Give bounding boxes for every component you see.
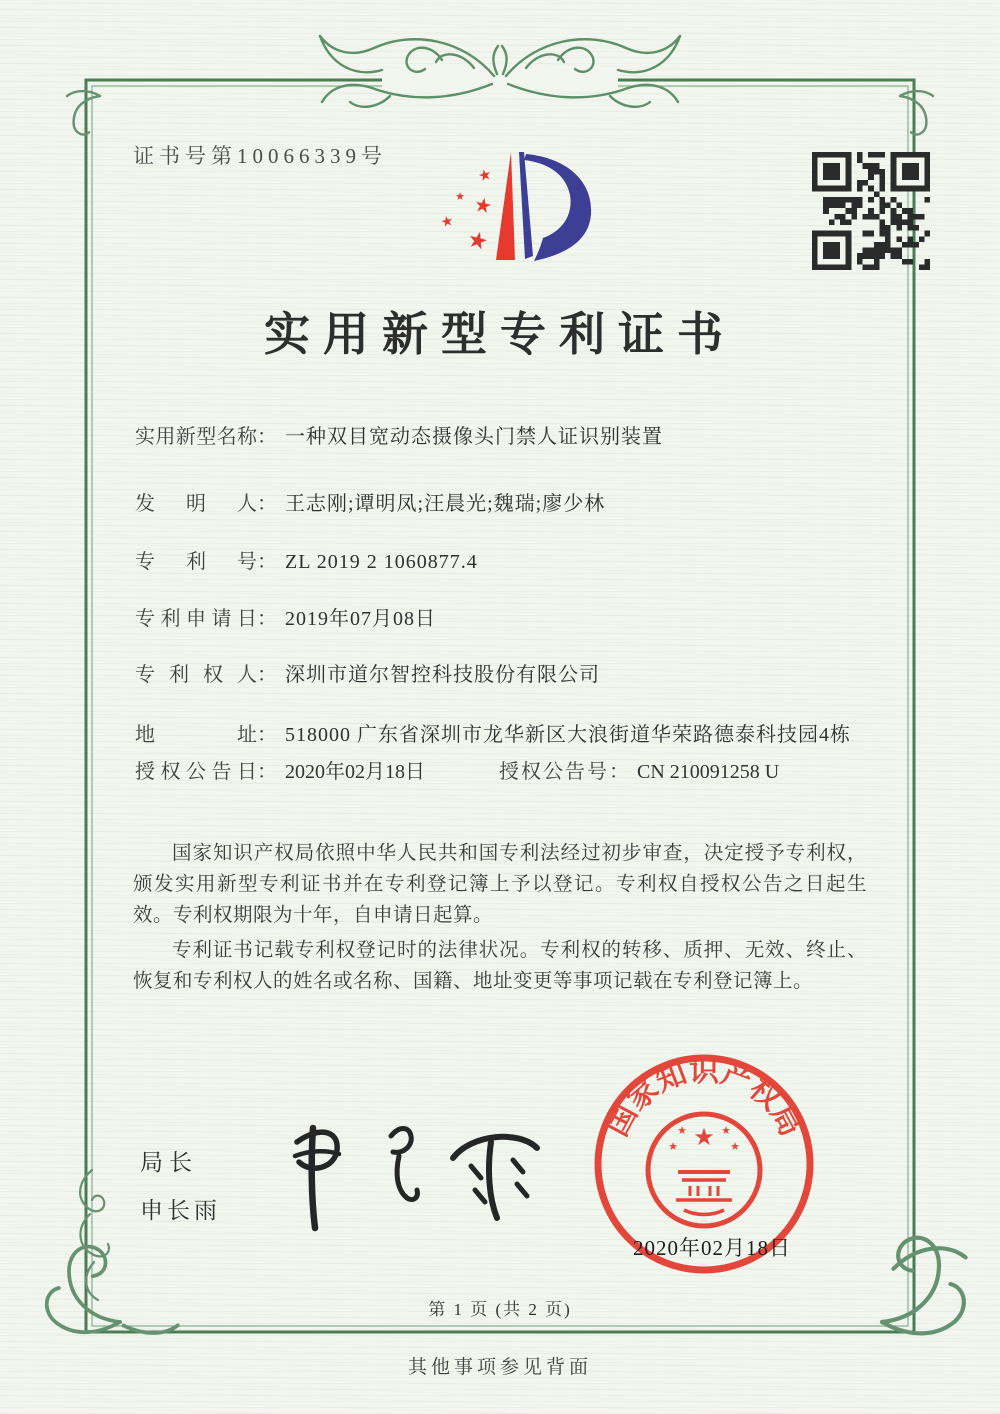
field-colon: ： bbox=[257, 761, 277, 783]
field-colon: ： bbox=[609, 761, 629, 783]
director-title: 局长 bbox=[140, 1150, 198, 1175]
seal-date: 2020年02月18日 bbox=[633, 1236, 791, 1260]
page-indicator: 第 1 页 (共 2 页) bbox=[428, 1300, 572, 1319]
svg-text:★: ★ bbox=[464, 226, 491, 257]
logo-stars bbox=[439, 165, 494, 257]
field-label: 实用新型名称 bbox=[135, 426, 257, 448]
svg-text:国: 国 bbox=[600, 1099, 644, 1142]
cnipa-logo bbox=[420, 138, 635, 290]
field-label: 专利号 bbox=[135, 551, 257, 573]
field-value: 518000 广东省深圳市龙华新区大浪街道华荣路德泰科技园4栋 bbox=[285, 724, 851, 746]
legal-text bbox=[133, 838, 867, 1001]
svg-text:★: ★ bbox=[439, 212, 455, 232]
field-label: 专利申请日 bbox=[135, 608, 257, 630]
field-colon: ： bbox=[257, 608, 277, 630]
field-label: 发明人 bbox=[135, 493, 257, 515]
svg-text:局: 局 bbox=[764, 1099, 808, 1142]
field-colon: ： bbox=[257, 664, 277, 686]
field-address bbox=[135, 721, 867, 750]
field-utility-model-name bbox=[135, 423, 867, 452]
field-inventors bbox=[135, 490, 867, 519]
field-patentee bbox=[135, 661, 867, 690]
director-name: 申长雨 bbox=[140, 1198, 221, 1223]
top-dragon-ornament bbox=[320, 36, 680, 107]
field-value: 深圳市道尔智控科技股份有限公司 bbox=[285, 664, 600, 686]
logo-red-wedge bbox=[496, 152, 515, 260]
field-label: 授权公告号 bbox=[499, 761, 609, 783]
svg-text:识: 识 bbox=[689, 1055, 719, 1088]
field-colon: ： bbox=[257, 724, 277, 746]
grant-number-value: CN 210091258 U bbox=[637, 761, 780, 783]
svg-text:★: ★ bbox=[677, 1124, 687, 1137]
svg-text:★: ★ bbox=[721, 1124, 731, 1137]
field-value: 一种双目宽动态摄像头门禁人证识别装置 bbox=[285, 426, 663, 448]
footer-note: 其他事项参见背面 bbox=[407, 1357, 592, 1378]
certificate-fields bbox=[135, 423, 867, 787]
field-filing-date bbox=[135, 605, 867, 634]
certificate-title: 实用新型专利证书 bbox=[264, 309, 736, 360]
logo-blue-bar bbox=[519, 152, 533, 259]
svg-text:★: ★ bbox=[730, 1140, 740, 1153]
field-value: 王志刚;谭明凤;汪晨光;魏瑞;廖少林 bbox=[285, 493, 606, 515]
svg-text:★: ★ bbox=[693, 1123, 715, 1151]
field-grant-row bbox=[135, 758, 867, 787]
national-emblem bbox=[648, 1114, 760, 1226]
svg-text:★: ★ bbox=[668, 1140, 678, 1153]
field-label: 专利权人 bbox=[135, 664, 257, 686]
svg-text:权: 权 bbox=[742, 1072, 788, 1117]
field-colon: ： bbox=[257, 426, 277, 448]
handwritten-signature bbox=[275, 1100, 555, 1240]
field-label: 授权公告日 bbox=[135, 761, 257, 783]
field-colon: ： bbox=[257, 551, 277, 573]
svg-text:知: 知 bbox=[651, 1056, 692, 1099]
logo-blue-bowl bbox=[524, 154, 591, 261]
legal-paragraph-1: 国家知识产权局依照中华人民共和国专利法经过初步审查，决定授予专利权，颁发实用新型专利证书并在专利登记簿上予以登记。专利权自授权公告之日起生效。专利权期限为十年，自申请日起算。 bbox=[133, 843, 867, 926]
field-value: ZL 2019 2 1060877.4 bbox=[285, 551, 478, 573]
field-value: 2019年07月08日 bbox=[285, 608, 436, 630]
svg-text:产: 产 bbox=[716, 1056, 757, 1099]
svg-text:★: ★ bbox=[476, 164, 494, 186]
field-label: 地址 bbox=[135, 724, 257, 746]
field-colon: ： bbox=[257, 493, 277, 515]
svg-text:★: ★ bbox=[455, 190, 465, 203]
field-patent-number bbox=[135, 548, 867, 577]
certificate-number: 证书号第10066339号 bbox=[133, 144, 387, 168]
svg-text:★: ★ bbox=[472, 191, 495, 219]
field-grant-number bbox=[499, 758, 779, 787]
svg-text:家: 家 bbox=[620, 1072, 666, 1117]
grant-date-value: 2020年02月18日 bbox=[285, 761, 425, 783]
qr-code bbox=[812, 152, 930, 270]
legal-paragraph-2: 专利证书记载专利权登记时的法律状况。专利权的转移、质押、无效、终止、恢复和专利权人的姓名或名称、国籍、地址变更等事项记载在专利登记簿上。 bbox=[133, 940, 867, 992]
